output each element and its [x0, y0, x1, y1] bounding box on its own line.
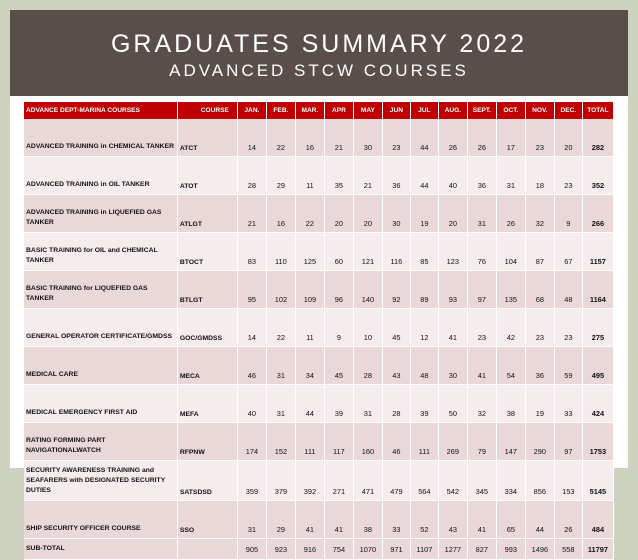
month-value-cell: 111	[410, 423, 438, 461]
month-value-cell: 905	[237, 539, 266, 560]
month-value-cell: 36	[382, 157, 410, 195]
header-cell-jun: JUN	[382, 102, 410, 119]
table-row	[24, 233, 614, 271]
month-value-cell: 52	[410, 501, 438, 539]
month-value-cell: 46	[382, 423, 410, 461]
month-value-cell: 31	[353, 385, 382, 423]
month-value-cell: 21	[353, 157, 382, 195]
total-cell: 282	[582, 119, 613, 157]
month-value-cell: 22	[266, 119, 295, 157]
table-row	[24, 309, 614, 347]
total-cell: 11797	[582, 539, 613, 560]
month-value-cell: 29	[266, 157, 295, 195]
table-row	[24, 119, 614, 157]
month-value-cell: 48	[554, 271, 582, 309]
month-value-cell: 48	[410, 347, 438, 385]
course-name-cell: RATING FORMING PART NAVIGATIONALWATCH	[24, 423, 177, 461]
month-value-cell: 44	[295, 385, 324, 423]
month-value-cell: 41	[467, 347, 496, 385]
course-code-cell	[177, 539, 237, 560]
table-row	[24, 271, 614, 309]
table-row	[24, 195, 614, 233]
month-value-cell: 14	[237, 119, 266, 157]
month-value-cell: 754	[324, 539, 353, 560]
total-cell: 266	[582, 195, 613, 233]
month-value-cell: 121	[353, 233, 382, 271]
month-value-cell: 471	[353, 461, 382, 501]
month-value-cell: 22	[295, 195, 324, 233]
month-value-cell: 17	[496, 119, 525, 157]
total-cell: 495	[582, 347, 613, 385]
month-value-cell: 1107	[410, 539, 438, 560]
header-cell-aug: AUG.	[438, 102, 467, 119]
total-cell: 1157	[582, 233, 613, 271]
month-value-cell: 60	[324, 233, 353, 271]
course-name-cell: MEDICAL CARE	[24, 347, 177, 385]
month-value-cell: 33	[382, 501, 410, 539]
month-value-cell: 147	[496, 423, 525, 461]
month-value-cell: 102	[266, 271, 295, 309]
total-cell: 5145	[582, 461, 613, 501]
month-value-cell: 43	[438, 501, 467, 539]
month-value-cell: 42	[496, 309, 525, 347]
month-value-cell: 38	[353, 501, 382, 539]
header-cell-jan: JAN.	[237, 102, 266, 119]
table-row	[24, 347, 614, 385]
month-value-cell: 1070	[353, 539, 382, 560]
graduates-table	[24, 102, 614, 560]
course-name-cell: BASIC TRAINING for LIQUEFIED GAS TANKER	[24, 271, 177, 309]
month-value-cell: 65	[496, 501, 525, 539]
month-value-cell: 44	[410, 157, 438, 195]
month-value-cell: 26	[496, 195, 525, 233]
course-name-cell: SUB-TOTAL	[24, 539, 177, 560]
month-value-cell: 36	[467, 157, 496, 195]
graduates-table-container	[24, 102, 614, 560]
course-code-cell: MECA	[177, 347, 237, 385]
month-value-cell: 856	[525, 461, 554, 501]
month-value-cell: 19	[410, 195, 438, 233]
month-value-cell: 971	[382, 539, 410, 560]
month-value-cell: 23	[467, 309, 496, 347]
month-value-cell: 32	[467, 385, 496, 423]
course-name-cell: MEDICAL EMERGENCY FIRST AID	[24, 385, 177, 423]
course-name-cell: ADVANCED TRAINING in CHEMICAL TANKER	[24, 119, 177, 157]
month-value-cell: 68	[525, 271, 554, 309]
header-cell-feb: FEB.	[266, 102, 295, 119]
month-value-cell: 21	[324, 119, 353, 157]
table-body	[24, 119, 614, 560]
month-value-cell: 59	[554, 347, 582, 385]
month-value-cell: 40	[438, 157, 467, 195]
month-value-cell: 827	[467, 539, 496, 560]
month-value-cell: 29	[266, 501, 295, 539]
month-value-cell: 54	[496, 347, 525, 385]
month-value-cell: 28	[353, 347, 382, 385]
month-value-cell: 12	[410, 309, 438, 347]
month-value-cell: 16	[266, 195, 295, 233]
total-cell: 352	[582, 157, 613, 195]
month-value-cell: 31	[467, 195, 496, 233]
month-value-cell: 10	[353, 309, 382, 347]
month-value-cell: 104	[496, 233, 525, 271]
table-row	[24, 501, 614, 539]
header-cell-nov: NOV.	[525, 102, 554, 119]
month-value-cell: 97	[554, 423, 582, 461]
month-value-cell: 39	[410, 385, 438, 423]
month-value-cell: 290	[525, 423, 554, 461]
month-value-cell: 26	[438, 119, 467, 157]
month-value-cell: 39	[324, 385, 353, 423]
table-row	[24, 385, 614, 423]
month-value-cell: 79	[467, 423, 496, 461]
month-value-cell: 23	[554, 157, 582, 195]
course-name-cell: BASIC TRAINING for OIL and CHEMICAL TANKER	[24, 233, 177, 271]
month-value-cell: 41	[438, 309, 467, 347]
month-value-cell: 33	[554, 385, 582, 423]
month-value-cell: 31	[237, 501, 266, 539]
month-value-cell: 16	[295, 119, 324, 157]
course-code-cell: SATSDSD	[177, 461, 237, 501]
month-value-cell: 36	[525, 347, 554, 385]
month-value-cell: 18	[525, 157, 554, 195]
month-value-cell: 30	[382, 195, 410, 233]
course-name-cell: SHIP SECURITY OFFICER COURSE	[24, 501, 177, 539]
month-value-cell: 564	[410, 461, 438, 501]
page-title: GRADUATES SUMMARY 2022	[110, 30, 528, 58]
month-value-cell: 93	[438, 271, 467, 309]
month-value-cell: 174	[237, 423, 266, 461]
course-name-cell: ADVANCED TRAINING in LIQUEFIED GAS TANKER	[24, 195, 177, 233]
month-value-cell: 20	[324, 195, 353, 233]
course-code-cell: BTOCT	[177, 233, 237, 271]
month-value-cell: 87	[525, 233, 554, 271]
month-value-cell: 26	[554, 501, 582, 539]
header-cell-dec: DEC.	[554, 102, 582, 119]
month-value-cell: 26	[467, 119, 496, 157]
month-value-cell: 359	[237, 461, 266, 501]
header-row	[24, 102, 614, 119]
month-value-cell: 135	[496, 271, 525, 309]
month-value-cell: 30	[353, 119, 382, 157]
month-value-cell: 923	[266, 539, 295, 560]
header-cell-sept: SEPT.	[467, 102, 496, 119]
table-row	[24, 157, 614, 195]
table-row	[24, 461, 614, 501]
month-value-cell: 271	[324, 461, 353, 501]
subtotal-row	[24, 539, 614, 560]
month-value-cell: 40	[237, 385, 266, 423]
month-value-cell: 31	[496, 157, 525, 195]
month-value-cell: 140	[353, 271, 382, 309]
month-value-cell: 9	[554, 195, 582, 233]
month-value-cell: 20	[554, 119, 582, 157]
header-cell-oct: OCT.	[496, 102, 525, 119]
course-code-cell: ATCT	[177, 119, 237, 157]
month-value-cell: 20	[353, 195, 382, 233]
month-value-cell: 50	[438, 385, 467, 423]
total-cell: 424	[582, 385, 613, 423]
total-cell: 1753	[582, 423, 613, 461]
month-value-cell: 30	[438, 347, 467, 385]
month-value-cell: 41	[467, 501, 496, 539]
month-value-cell: 43	[382, 347, 410, 385]
month-value-cell: 14	[237, 309, 266, 347]
month-value-cell: 1496	[525, 539, 554, 560]
month-value-cell: 97	[467, 271, 496, 309]
month-value-cell: 23	[382, 119, 410, 157]
month-value-cell: 479	[382, 461, 410, 501]
table-row	[24, 423, 614, 461]
month-value-cell: 125	[295, 233, 324, 271]
month-value-cell: 334	[496, 461, 525, 501]
month-value-cell: 28	[382, 385, 410, 423]
month-value-cell: 19	[525, 385, 554, 423]
month-value-cell: 31	[266, 347, 295, 385]
month-value-cell: 9	[324, 309, 353, 347]
month-value-cell: 1277	[438, 539, 467, 560]
course-code-cell: ATOT	[177, 157, 237, 195]
month-value-cell: 123	[438, 233, 467, 271]
month-value-cell: 92	[382, 271, 410, 309]
month-value-cell: 89	[410, 271, 438, 309]
month-value-cell: 31	[266, 385, 295, 423]
month-value-cell: 76	[467, 233, 496, 271]
course-code-cell: ATLGT	[177, 195, 237, 233]
month-value-cell: 11	[295, 309, 324, 347]
month-value-cell: 116	[382, 233, 410, 271]
month-value-cell: 46	[237, 347, 266, 385]
month-value-cell: 96	[324, 271, 353, 309]
month-value-cell: 23	[525, 309, 554, 347]
month-value-cell: 85	[410, 233, 438, 271]
header-cell-mar: MAR.	[295, 102, 324, 119]
total-cell: 1164	[582, 271, 613, 309]
table-header	[24, 102, 614, 119]
course-code-cell: GOC/GMDSS	[177, 309, 237, 347]
month-value-cell: 392	[295, 461, 324, 501]
course-code-cell: MEFA	[177, 385, 237, 423]
month-value-cell: 35	[324, 157, 353, 195]
month-value-cell: 542	[438, 461, 467, 501]
month-value-cell: 379	[266, 461, 295, 501]
month-value-cell: 83	[237, 233, 266, 271]
month-value-cell: 345	[467, 461, 496, 501]
course-code-cell: SSO	[177, 501, 237, 539]
month-value-cell: 41	[295, 501, 324, 539]
month-value-cell: 117	[324, 423, 353, 461]
month-value-cell: 23	[525, 119, 554, 157]
month-value-cell: 45	[324, 347, 353, 385]
header-cell-apr: APR	[324, 102, 353, 119]
course-code-cell: BTLGT	[177, 271, 237, 309]
month-value-cell: 44	[410, 119, 438, 157]
course-name-cell: SECURITY AWARENESS TRAINING and SEAFARERS with DESIGNATED SECURITY DUTIES	[24, 461, 177, 501]
month-value-cell: 44	[525, 501, 554, 539]
course-name-cell: ADVANCED TRAINING in OIL TANKER	[24, 157, 177, 195]
total-cell: 275	[582, 309, 613, 347]
month-value-cell: 34	[295, 347, 324, 385]
header-cell-total: TOTAL	[582, 102, 613, 119]
month-value-cell: 11	[295, 157, 324, 195]
month-value-cell: 23	[554, 309, 582, 347]
month-value-cell: 67	[554, 233, 582, 271]
course-code-cell: RFPNW	[177, 423, 237, 461]
page-subtitle: ADVANCED STCW COURSES	[169, 61, 469, 80]
month-value-cell: 22	[266, 309, 295, 347]
month-value-cell: 32	[525, 195, 554, 233]
header-cell-jul: JUL	[410, 102, 438, 119]
month-value-cell: 152	[266, 423, 295, 461]
month-value-cell: 38	[496, 385, 525, 423]
title-band	[10, 10, 628, 96]
month-value-cell: 45	[382, 309, 410, 347]
month-value-cell: 21	[237, 195, 266, 233]
header-cell-may: MAY	[353, 102, 382, 119]
header-cell-course-code: COURSE	[177, 102, 237, 119]
month-value-cell: 41	[324, 501, 353, 539]
total-cell: 484	[582, 501, 613, 539]
month-value-cell: 95	[237, 271, 266, 309]
course-name-cell: GENERAL OPERATOR CERTIFICATE/GMDSS	[24, 309, 177, 347]
month-value-cell: 558	[554, 539, 582, 560]
month-value-cell: 111	[295, 423, 324, 461]
month-value-cell: 109	[295, 271, 324, 309]
month-value-cell: 153	[554, 461, 582, 501]
month-value-cell: 160	[353, 423, 382, 461]
month-value-cell: 28	[237, 157, 266, 195]
month-value-cell: 110	[266, 233, 295, 271]
month-value-cell: 269	[438, 423, 467, 461]
header-cell-course-name: ADVANCE DEPT-MARINA COURSES	[24, 102, 177, 119]
month-value-cell: 993	[496, 539, 525, 560]
month-value-cell: 916	[295, 539, 324, 560]
month-value-cell: 20	[438, 195, 467, 233]
